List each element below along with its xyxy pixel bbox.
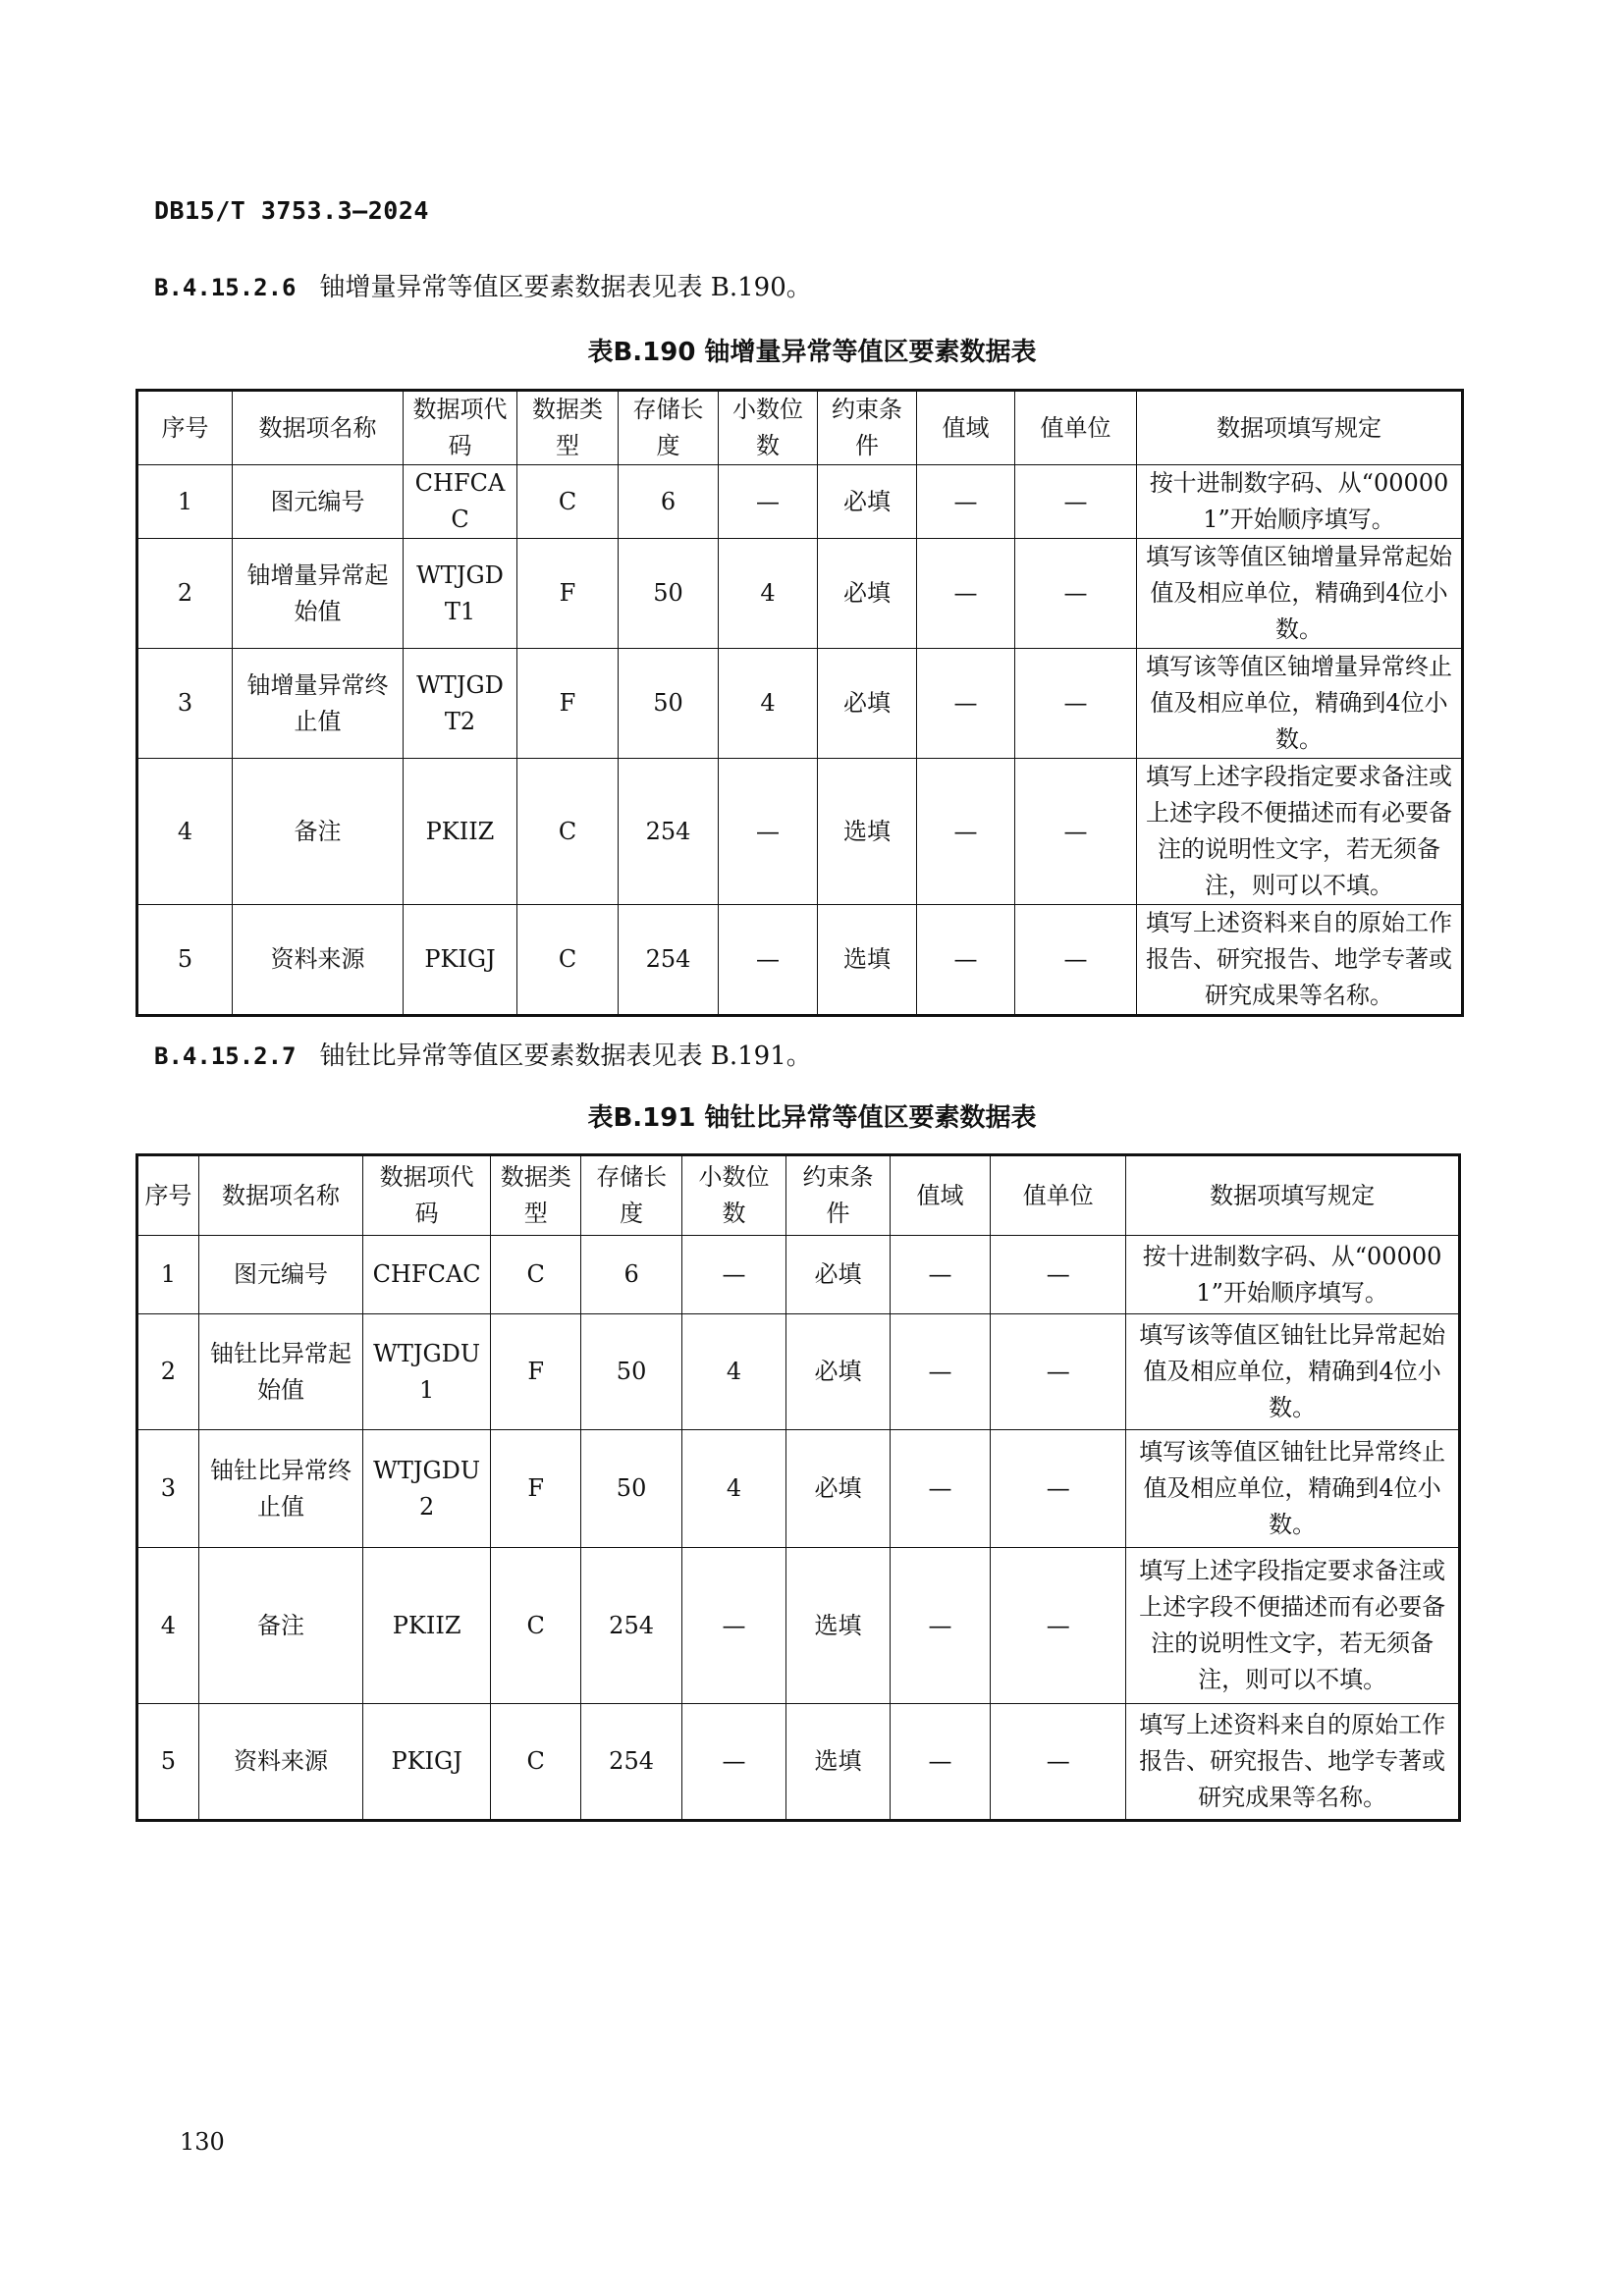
page-number: 130 — [180, 2128, 225, 2156]
cell: 254 — [619, 759, 719, 905]
table-b190 — [135, 389, 1464, 1017]
cell: WTJGDU1 — [363, 1314, 491, 1430]
cell: 6 — [619, 465, 719, 539]
cell: 4 — [137, 759, 233, 905]
cell: 选填 — [786, 1704, 890, 1821]
table-caption-b190: 表B.190 铀增量异常等值区要素数据表 — [587, 338, 1037, 367]
col-header: 序号 — [137, 1155, 199, 1236]
cell: — — [1015, 905, 1137, 1016]
cell: 3 — [137, 1430, 199, 1548]
document-code: DB15/T 3753.3—2024 — [154, 196, 429, 225]
cell: C — [517, 465, 619, 539]
cell: 填写上述字段指定要求备注或上述字段不便描述而有必要备注的说明性文字，若无须备注，则可以不填。 — [1126, 1548, 1460, 1704]
cell: 填写上述字段指定要求备注或上述字段不便描述而有必要备注的说明性文字，若无须备注，则可以不填。 — [1137, 759, 1463, 905]
col-header: 序号 — [137, 391, 233, 465]
cell: 铀钍比异常起始值 — [198, 1314, 362, 1430]
cell: F — [491, 1430, 581, 1548]
cell: — — [890, 1236, 990, 1314]
cell: 4 — [719, 649, 818, 759]
table-row — [137, 1548, 1460, 1704]
col-header: 数据类型 — [491, 1155, 581, 1236]
cell: F — [491, 1314, 581, 1430]
cell: 2 — [137, 1314, 199, 1430]
table-row — [137, 759, 1463, 905]
cell: 填写该等值区铀增量异常终止值及相应单位，精确到4位小数。 — [1137, 649, 1463, 759]
table-row — [137, 905, 1463, 1016]
cell: — — [719, 465, 818, 539]
cell: — — [991, 1314, 1126, 1430]
cell: 备注 — [233, 759, 404, 905]
cell: PKIGJ — [404, 905, 517, 1016]
cell: C — [491, 1704, 581, 1821]
col-header: 存储长度 — [619, 391, 719, 465]
cell: 6 — [581, 1236, 681, 1314]
col-header: 值单位 — [991, 1155, 1126, 1236]
table-row — [137, 1430, 1460, 1548]
table-row — [137, 465, 1463, 539]
cell: 选填 — [818, 905, 917, 1016]
cell: — — [917, 905, 1015, 1016]
cell: C — [491, 1548, 581, 1704]
table-row — [137, 1236, 1460, 1314]
cell: 填写该等值区铀钍比异常终止值及相应单位，精确到4位小数。 — [1126, 1430, 1460, 1548]
cell: — — [991, 1430, 1126, 1548]
cell: CHFCAC — [404, 465, 517, 539]
table-row — [137, 1314, 1460, 1430]
cell: — — [1015, 759, 1137, 905]
table-row — [137, 539, 1463, 649]
cell: 4 — [681, 1430, 786, 1548]
cell: 填写该等值区铀增量异常起始值及相应单位，精确到4位小数。 — [1137, 539, 1463, 649]
cell: 5 — [137, 905, 233, 1016]
cell: 资料来源 — [233, 905, 404, 1016]
cell: — — [890, 1704, 990, 1821]
cell: 4 — [719, 539, 818, 649]
col-header: 数据项代码 — [404, 391, 517, 465]
cell: 资料来源 — [198, 1704, 362, 1821]
cell: 填写该等值区铀钍比异常起始值及相应单位，精确到4位小数。 — [1126, 1314, 1460, 1430]
cell: 50 — [581, 1430, 681, 1548]
col-header: 存储长度 — [581, 1155, 681, 1236]
col-header: 小数位数 — [719, 391, 818, 465]
table-b191 — [135, 1153, 1461, 1822]
cell: — — [719, 759, 818, 905]
cell: 图元编号 — [198, 1236, 362, 1314]
cell: — — [681, 1548, 786, 1704]
col-header: 约束条件 — [818, 391, 917, 465]
cell: — — [991, 1704, 1126, 1821]
col-header: 数据项代码 — [363, 1155, 491, 1236]
table-header-row — [137, 1155, 1460, 1236]
col-header: 数据项填写规定 — [1137, 391, 1463, 465]
col-header: 小数位数 — [681, 1155, 786, 1236]
cell: WTJGDT2 — [404, 649, 517, 759]
cell: 254 — [581, 1548, 681, 1704]
cell: C — [517, 905, 619, 1016]
col-header: 值域 — [890, 1155, 990, 1236]
cell: 254 — [581, 1704, 681, 1821]
cell: — — [917, 649, 1015, 759]
cell: — — [1015, 539, 1137, 649]
table-header-row — [137, 391, 1463, 465]
cell: — — [917, 465, 1015, 539]
cell: C — [517, 759, 619, 905]
cell: 4 — [137, 1548, 199, 1704]
cell: 必填 — [818, 649, 917, 759]
clause-number: B.4.15.2.6 — [154, 274, 297, 301]
cell: 4 — [681, 1314, 786, 1430]
cell: 必填 — [786, 1236, 890, 1314]
cell: 按十进制数字码、从“000001”开始顺序填写。 — [1137, 465, 1463, 539]
cell: — — [991, 1548, 1126, 1704]
cell: — — [890, 1548, 990, 1704]
cell: — — [681, 1236, 786, 1314]
cell: — — [917, 539, 1015, 649]
cell: WTJGDU2 — [363, 1430, 491, 1548]
cell: F — [517, 649, 619, 759]
cell: F — [517, 539, 619, 649]
clause-b-4-15-2-6 — [154, 267, 812, 303]
cell: — — [681, 1704, 786, 1821]
col-header: 数据项名称 — [233, 391, 404, 465]
cell: PKIIZ — [363, 1548, 491, 1704]
table-row — [137, 1704, 1460, 1821]
cell: CHFCAC — [363, 1236, 491, 1314]
cell: 必填 — [786, 1314, 890, 1430]
cell: 备注 — [198, 1548, 362, 1704]
cell: 铀增量异常起始值 — [233, 539, 404, 649]
col-header: 约束条件 — [786, 1155, 890, 1236]
cell: — — [1015, 465, 1137, 539]
cell: — — [991, 1236, 1126, 1314]
cell: 铀钍比异常终止值 — [198, 1430, 362, 1548]
cell: 50 — [619, 539, 719, 649]
cell: — — [719, 905, 818, 1016]
cell: 必填 — [818, 539, 917, 649]
cell: C — [491, 1236, 581, 1314]
cell: 50 — [581, 1314, 681, 1430]
cell: PKIGJ — [363, 1704, 491, 1821]
cell: 铀增量异常终止值 — [233, 649, 404, 759]
cell: 1 — [137, 1236, 199, 1314]
col-header: 数据类型 — [517, 391, 619, 465]
cell: 选填 — [786, 1548, 890, 1704]
cell: WTJGDT1 — [404, 539, 517, 649]
cell: 按十进制数字码、从“000001”开始顺序填写。 — [1126, 1236, 1460, 1314]
cell: PKIIZ — [404, 759, 517, 905]
clause-b-4-15-2-7 — [154, 1036, 812, 1072]
cell: 254 — [619, 905, 719, 1016]
cell: 填写上述资料来自的原始工作报告、研究报告、地学专著或研究成果等名称。 — [1137, 905, 1463, 1016]
table-caption-b191: 表B.191 铀钍比异常等值区要素数据表 — [587, 1103, 1037, 1133]
col-header: 数据项名称 — [198, 1155, 362, 1236]
col-header: 数据项填写规定 — [1126, 1155, 1460, 1236]
cell: 填写上述资料来自的原始工作报告、研究报告、地学专著或研究成果等名称。 — [1126, 1704, 1460, 1821]
cell: 选填 — [818, 759, 917, 905]
cell: 2 — [137, 539, 233, 649]
clause-text: 铀增量异常等值区要素数据表见表 B.190。 — [319, 273, 812, 302]
cell: 3 — [137, 649, 233, 759]
cell: 1 — [137, 465, 233, 539]
cell: 图元编号 — [233, 465, 404, 539]
cell: — — [890, 1430, 990, 1548]
clause-number: B.4.15.2.7 — [154, 1042, 297, 1070]
table-row — [137, 649, 1463, 759]
cell: 必填 — [818, 465, 917, 539]
cell: 50 — [619, 649, 719, 759]
cell: — — [1015, 649, 1137, 759]
cell: 5 — [137, 1704, 199, 1821]
col-header: 值单位 — [1015, 391, 1137, 465]
cell: — — [890, 1314, 990, 1430]
col-header: 值域 — [917, 391, 1015, 465]
cell: — — [917, 759, 1015, 905]
clause-text: 铀钍比异常等值区要素数据表见表 B.191。 — [319, 1041, 812, 1071]
cell: 必填 — [786, 1430, 890, 1548]
